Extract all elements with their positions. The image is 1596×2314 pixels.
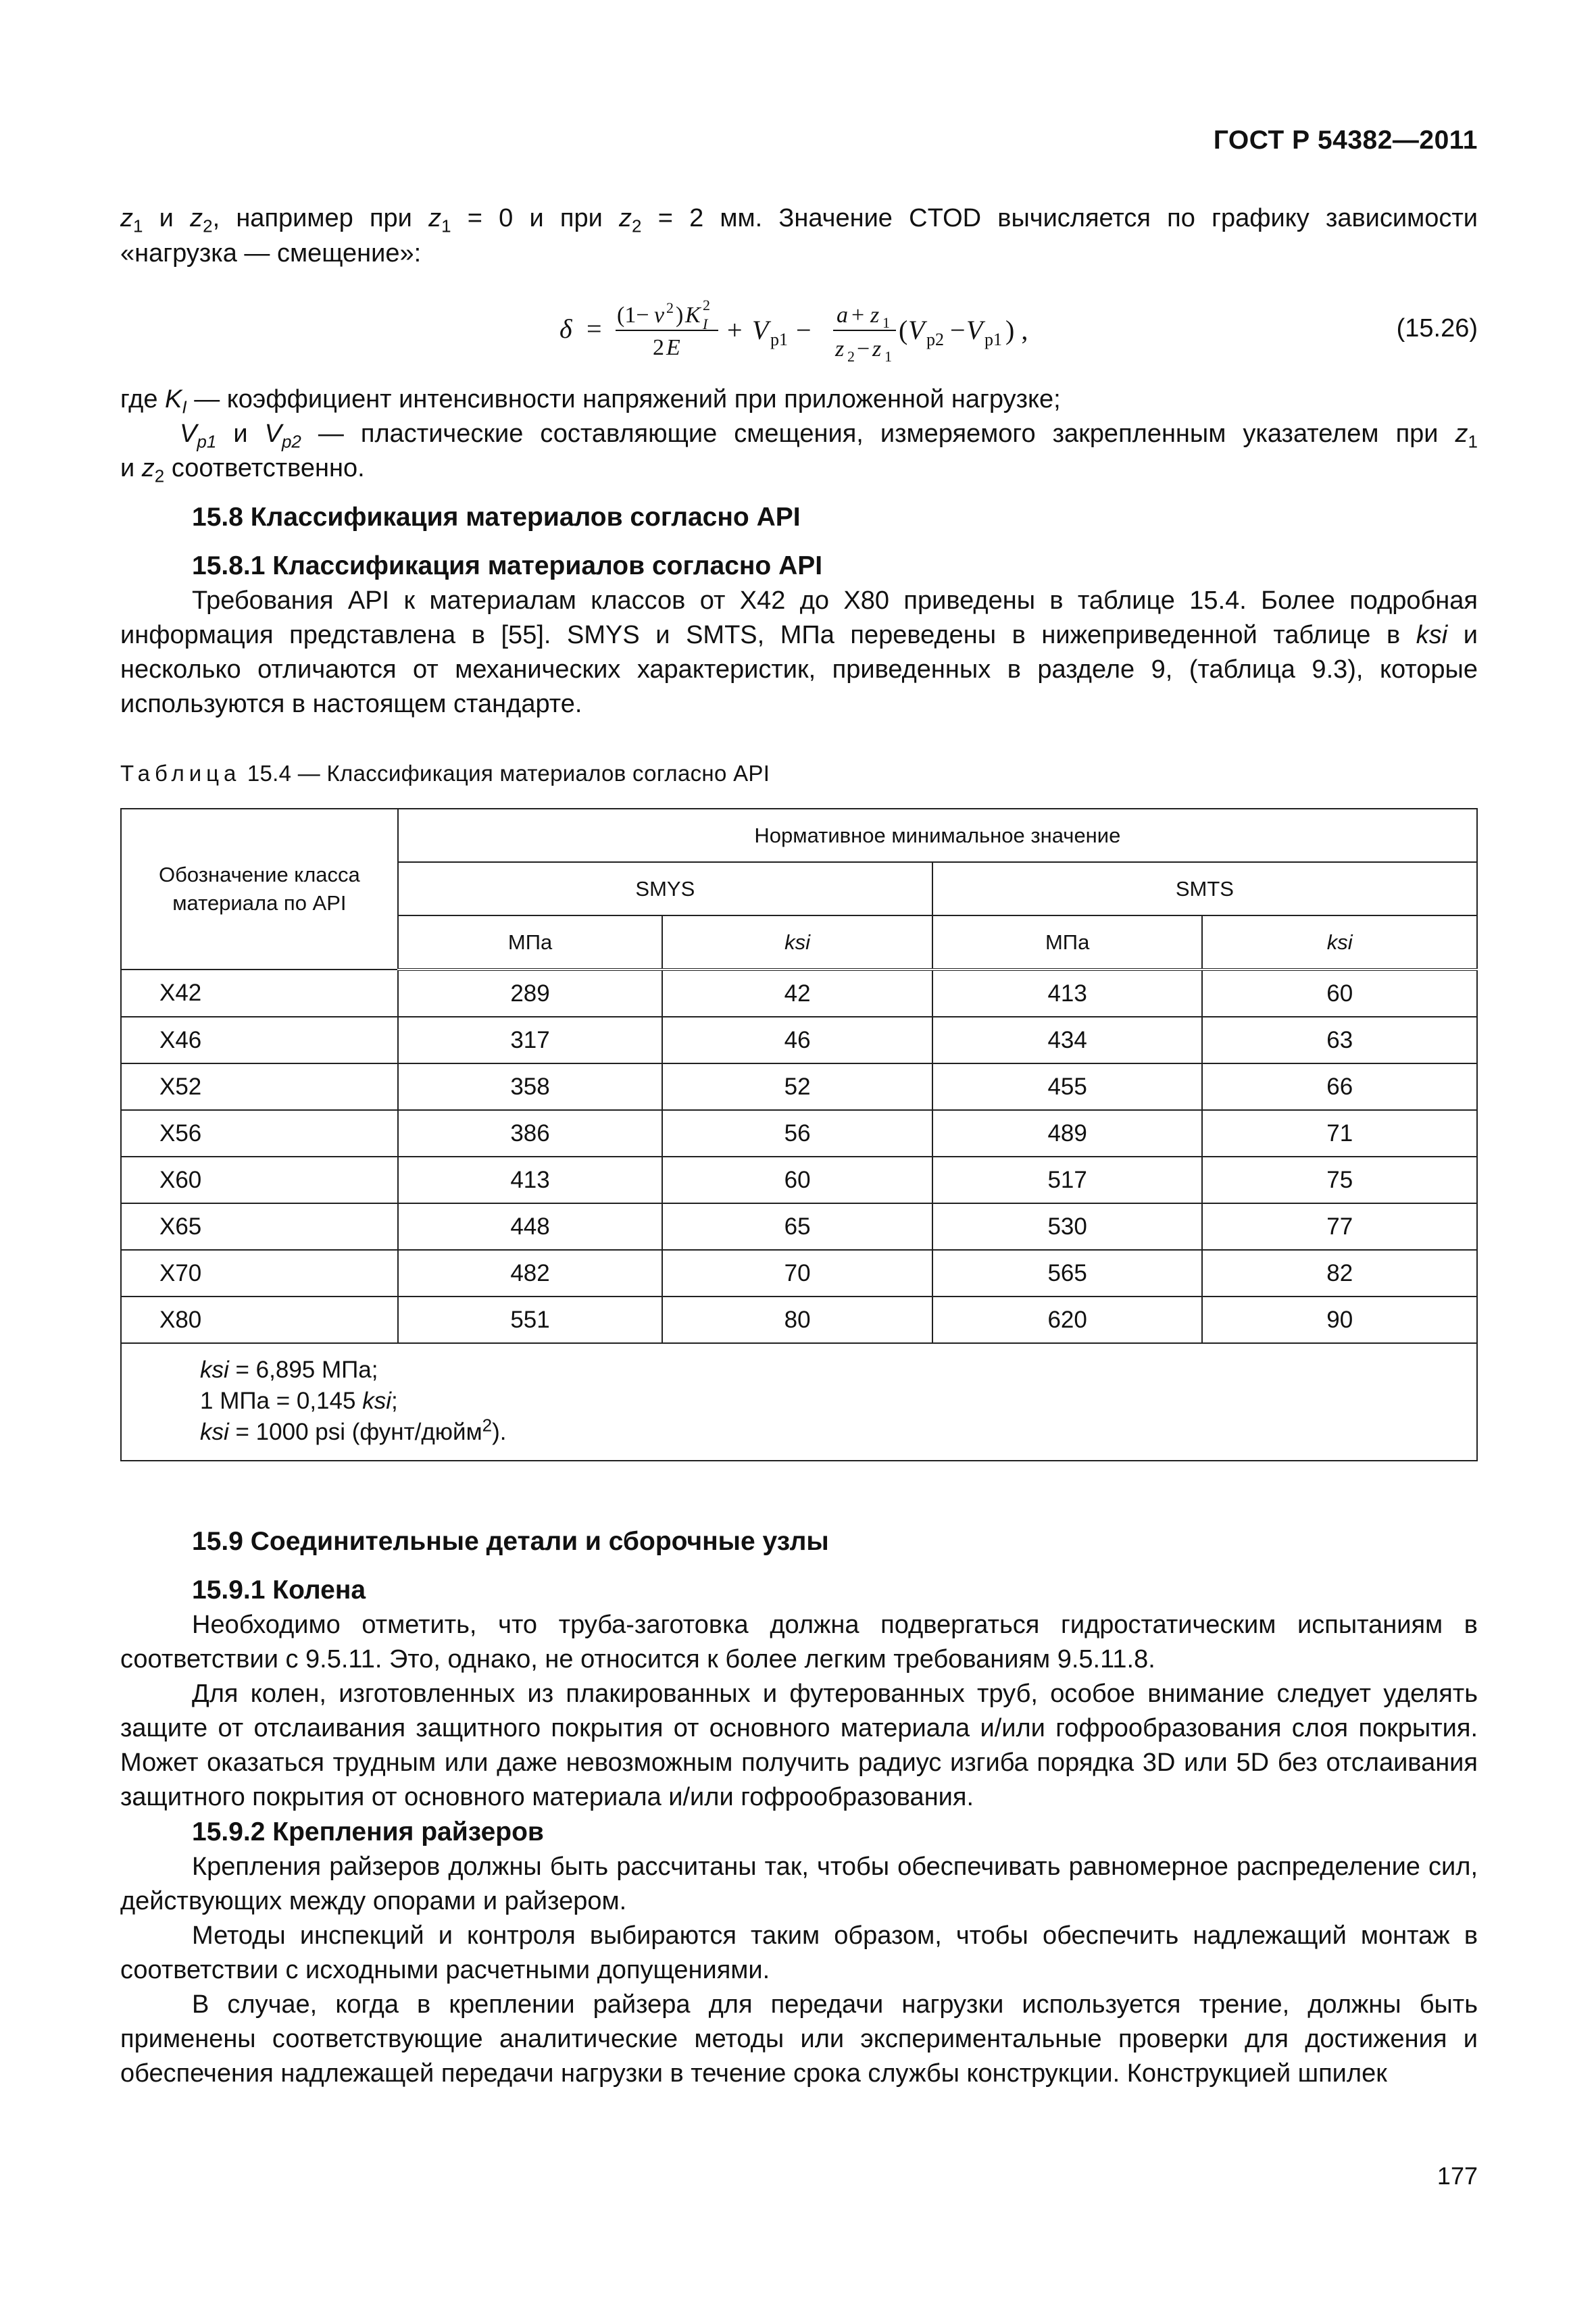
- svg-text:z: z: [870, 303, 880, 328]
- svg-text:I: I: [703, 316, 708, 332]
- svg-text:2: 2: [666, 299, 674, 316]
- table-row: X60 413 60 517 75: [121, 1157, 1477, 1203]
- table-row: X42 289 42 413 60: [121, 970, 1477, 1017]
- section-15-9-2-para-2: Методы инспекций и контроля выбираются таким образом, чтобы обеспечить надлежащий монтаж в соответствии с исходными расчетными допущениями.: [120, 1921, 1478, 1984]
- svg-text:+: +: [727, 315, 743, 345]
- header-smts-ksi: ksi: [1202, 915, 1477, 970]
- section-15-9-2-title: 15.9.2 Крепления райзеров: [192, 1817, 544, 1846]
- svg-text:): ): [676, 303, 684, 328]
- materials-table: [120, 808, 1478, 1461]
- svg-text:K: K: [685, 303, 701, 328]
- svg-text:2: 2: [847, 348, 855, 365]
- svg-text:(: (: [899, 315, 908, 345]
- equation-number: (15.26): [1396, 314, 1478, 343]
- svg-text:a: a: [837, 303, 848, 328]
- intro-line-1: $z_1$ и $z_2$, например при $z_1 = 0$ и при $z_2 = 2$ мм. Значение CTOD вычисляется по графику зависимости: [120, 204, 1478, 236]
- header-smts: SMTS: [932, 862, 1477, 915]
- section-15-9-title: 15.9 Соединительные детали и сборочные узлы: [192, 1527, 829, 1556]
- section-15-9-2-para-1: Крепления райзеров должны быть рассчитаны так, чтобы обеспечивать равномерное распределение сил, действующих между опорами и райзером.: [120, 1853, 1478, 1915]
- svg-text:p1: p1: [770, 330, 788, 349]
- table-row: X70 482 70 565 82: [121, 1250, 1477, 1297]
- svg-text:δ: δ: [559, 313, 572, 344]
- section-15-9-1-para-2: Для колен, изготовленных из плакированных и футерованных труб, особое внимание следует уделять защите от отслаивания защитного покрытия от основного материала и/или гофрообразования слоя покрытия. Может оказаться трудным или даже невозможным получить радиус изгиба порядка 3D или 5D без отслаивания защитного покрытия от основного материала и/или гофрообразования.: [120, 1680, 1478, 1811]
- section-15-8-1-text: Требования API к материалам классов от X42 до X80 приведены в таблице 15.4. Более подробная информация представлена в [55]. SMYS и SMTS, МПа переведены в нижеприведенной таблице в ksi и несколько отличаются от механических характеристик, приведенных в разделе 9, (таблица 9.3), которые используются в настоящем стандарте.: [120, 586, 1478, 718]
- note-line-3: ksi = 1000 psi (фунт/дюйм$^2$).: [200, 1415, 507, 1445]
- svg-text:p2: p2: [926, 330, 944, 349]
- header-smys-ksi: ksi: [662, 915, 932, 970]
- header-class: Обозначение класса материала по API: [121, 809, 398, 970]
- svg-text:V: V: [966, 315, 983, 345]
- svg-text:E: E: [666, 335, 680, 360]
- document-id: ГОСТ Р 54382—2011: [1213, 126, 1478, 155]
- table-caption: Таблица 15.4 — Классификация материалов согласно API: [120, 761, 770, 786]
- section-15-8-1-title: 15.8.1 Классификация материалов согласно API: [192, 551, 823, 580]
- svg-text:p1: p1: [984, 330, 1002, 349]
- svg-text:v: v: [654, 303, 665, 328]
- header-smys: SMYS: [398, 862, 932, 915]
- note-line-1: ksi = 6,895 МПа;: [200, 1357, 378, 1383]
- section-15-8-title: 15.8 Классификация материалов согласно API: [192, 503, 801, 532]
- svg-text:1: 1: [882, 314, 890, 331]
- table-row: X65 448 65 530 77: [121, 1203, 1477, 1250]
- svg-text:1: 1: [884, 348, 892, 365]
- formula-15-26: [120, 287, 1478, 368]
- svg-text:2: 2: [653, 335, 664, 360]
- note-line-2: 1 МПа = 0,145 ksi;: [200, 1388, 398, 1414]
- table-row: X46 317 46 434 63: [121, 1017, 1477, 1063]
- svg-text:−: −: [796, 315, 812, 345]
- svg-text:V: V: [752, 315, 769, 345]
- table-row: X56 386 56 489 71: [121, 1110, 1477, 1157]
- svg-text:=: =: [587, 313, 602, 344]
- table-note: [121, 1343, 1477, 1461]
- table-row: X80 551 80 620 90: [121, 1297, 1477, 1343]
- svg-text:+: +: [851, 303, 865, 328]
- section-15-9-2-para-3: В случае, когда в креплении райзера для передачи нагрузки используется трение, должны быть применены соответствующие аналитические методы или экспериментальные проверки для достижения и обеспечения надлежащей передачи нагрузки в течение срока службы конструкции. Конструкцией шпилек: [120, 1990, 1478, 2088]
- header-group: Нормативное минимальное значение: [398, 809, 1477, 862]
- where-z2: и $z_2$ соответственно.: [120, 454, 365, 486]
- header-smys-mpa: МПа: [398, 915, 663, 970]
- intro-line-2: «нагрузка — смещение»:: [120, 239, 422, 268]
- section-15-9-1-title: 15.9.1 Колена: [192, 1576, 366, 1605]
- page-number: 177: [1437, 2162, 1478, 2190]
- header-smts-mpa: МПа: [932, 915, 1203, 970]
- svg-text:−: −: [857, 336, 870, 361]
- formula-graphic: [120, 287, 1269, 368]
- svg-text:2: 2: [703, 297, 710, 313]
- table-row: X52 358 52 455 66: [121, 1063, 1477, 1110]
- svg-text:(1−: (1−: [617, 303, 649, 328]
- section-15-9-1-para-1: Необходимо отметить, что труба-заготовка должна подвергаться гидростатическим испытаниям в соответствии с 9.5.11. Это, однако, не относится к более легким требованиям 9.5.11.8.: [120, 1611, 1478, 1674]
- svg-text:z: z: [835, 336, 845, 361]
- where-v: $V_{p1}$ и $V_{p2}$ — пластические составляющие смещения, измеряемого закрепленным указателем при $z_1$: [180, 420, 1478, 452]
- svg-text:) ,: ) ,: [1005, 315, 1028, 345]
- svg-text:z: z: [872, 336, 882, 361]
- svg-text:−: −: [950, 315, 966, 345]
- svg-text:V: V: [908, 315, 925, 345]
- where-k: где $K_I$ — коэффициент интенсивности напряжений при приложенной нагрузке;: [120, 385, 1061, 418]
